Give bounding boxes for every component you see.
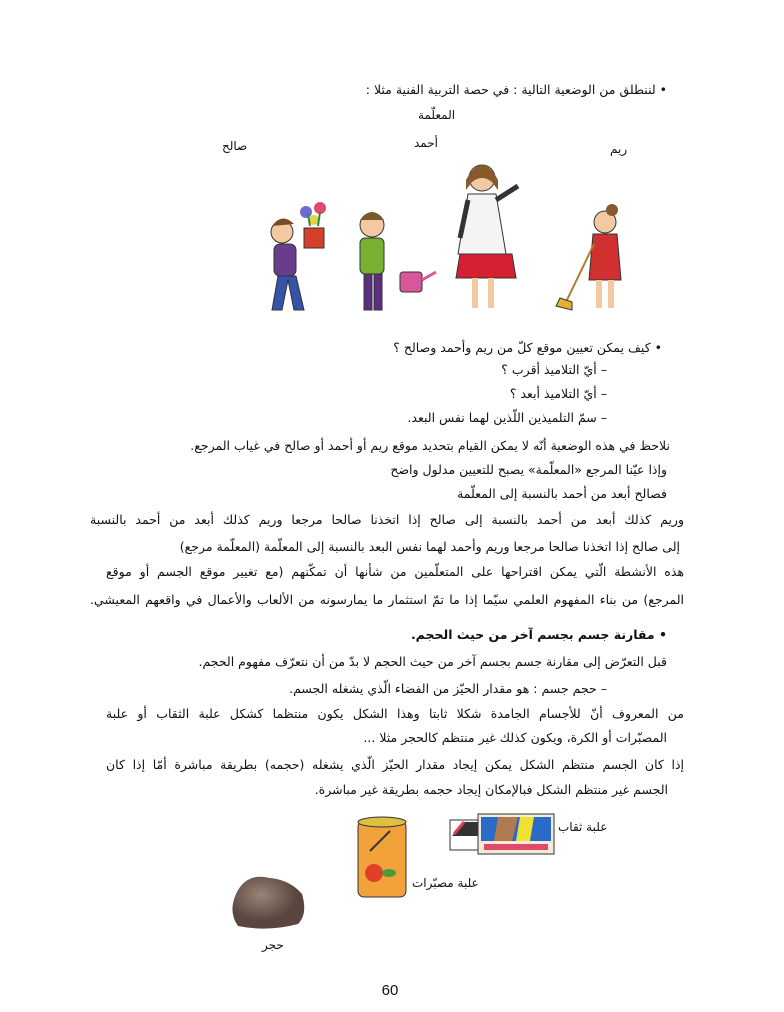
page-number: 60 [381, 982, 399, 999]
sub-question: – سمّ التلميذين اللّذين لهما نفس البعد. [407, 410, 607, 425]
body-line: الجسم غير منتظم الشكل فبالإمكان إيجاد حجمه بطريقة غير مباشرة. [314, 782, 668, 797]
body-line: – حجم جسم : هو مقدار الحيّز من الفضاء الّذي يشغله الجسم. [289, 681, 607, 696]
sub-question: – أيّ التلاميذ أبعد ؟ [509, 386, 607, 401]
rim-figure [556, 204, 621, 310]
stone-image [230, 870, 310, 932]
paragraph-line: نلاحظ في هذه الوضعية أنّه لا يمكن القيام بتحديد موقع ريم أو أحمد أو صالح في غياب المرجع. [190, 438, 670, 453]
section-heading: • مقارنة جسم بجسم آخر من حيث الحجم. [410, 627, 667, 642]
paragraph-line: وريم كذلك أبعد من أحمد بالنسبة إلى صالح إذا اتخذنا صالحا مرجعا وريم كذلك أبعد من أحمد بالنسبة [90, 512, 684, 527]
classroom-illustration [260, 160, 640, 320]
teacher-figure [456, 165, 518, 308]
label-rim: ريم [610, 142, 628, 156]
label-teacher: المعلّمة [418, 108, 456, 122]
label-saleh: صالح [222, 139, 248, 153]
paragraph-line: المرجع) من بناء المفهوم العلمي سيّما إذا ما تمّ استثمار ما يمارسونه من الألعاب والأعمال في واقعهم المعيشي. [90, 592, 684, 607]
paragraph-line: وإذا عيّنا المرجع «المعلّمة» يصبح للتعيين مدلول واضح [390, 462, 667, 477]
paragraph-line: هذه الأنشطة الّتي يمكن اقتراحها على المتعلّمين من شأنها أن تمكّنهم (مع تغيير موقع الجسم أو موقع [106, 564, 684, 579]
body-line: قبل التعرّض إلى مقارنة جسم بجسم آخر من حيث الحجم لا بدّ من أن نتعرّف مفهوم الحجم. [198, 654, 667, 669]
paragraph-line: فصالح أبعد من أحمد بالنسبة إلى المعلّمة [457, 486, 667, 501]
paragraph-line: إلى صالح إذا اتخذنا صالحا مرجعا وريم وأحمد لهما نفس البعد بالنسبة إلى المعلّمة (المعلّمة مرجع) [179, 539, 680, 554]
label-can: علبة مصبّرات [412, 876, 479, 890]
question-line: • كيف يمكن تعيين موقع كلّ من ريم وأحمد وصالح ؟ [393, 340, 662, 355]
body-line: من المعروف أنّ للأجسام الجامدة شكلا ثابتا وهذا الشكل يكون منتظما كشكل علبة الثقاب أو علبة [106, 706, 684, 721]
sub-question: – أيّ التلاميذ أقرب ؟ [501, 362, 607, 377]
label-matchbox: علبة ثقاب [558, 820, 608, 834]
can-image [356, 815, 408, 903]
label-ahmed: أحمد [414, 136, 438, 150]
intro-line: • لننطلق من الوضعية التالية : في حصة التربية الفنية مثلا : [365, 82, 667, 97]
body-line: المصبّرات أو الكرة، ويكون كذلك غير منتظم كالحجر مثلا ... [363, 730, 667, 745]
body-line: إذا كان الجسم منتظم الشكل يمكن إيجاد مقدار الحيّز الّذي يشغله (حجمه) بطريقة مباشرة أمّا إذا كان [106, 757, 684, 772]
label-stone: حجر [262, 938, 284, 952]
saleh-figure [271, 202, 326, 310]
matchbox-image [448, 812, 558, 858]
ahmed-figure [360, 212, 436, 310]
